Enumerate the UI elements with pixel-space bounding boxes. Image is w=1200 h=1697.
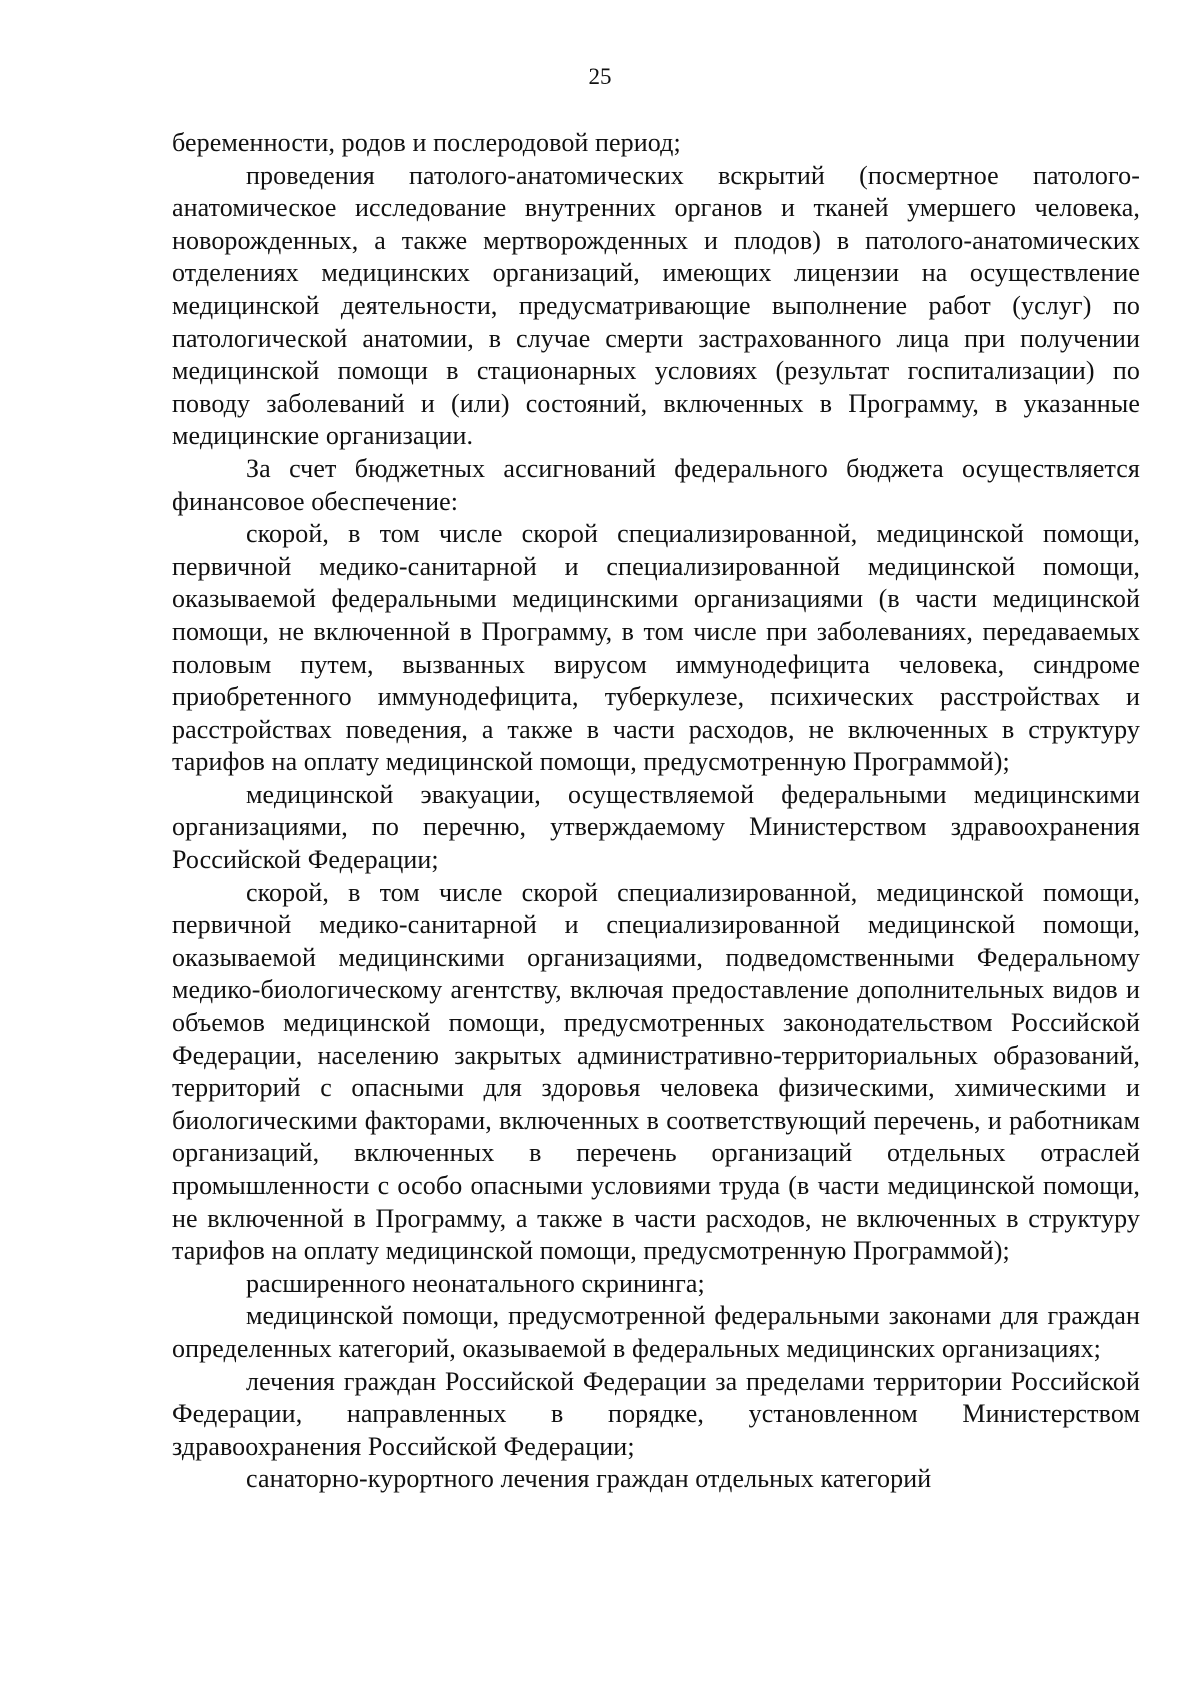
page-number: 25 [588,64,612,89]
paragraph: расширенного неонатального скрининга; [246,1268,705,1298]
paragraph: скорой, в том числе скорой специализированной, медицинской помощи, первичной медико-санитарной и специализированной медицинской помощи, оказываемой федеральными медицинскими организациями (в части медицинской помощи, не включенной в Программу, в том числе при заболеваниях, передаваемых половым путем, вызванных вирусом иммунодефицита человека, синдроме приобретенного иммунодефицита, туберкулезе, психических расстройствах и расстройствах поведения, а также в части расходов, не включенных в структуру тарифов на оплату медицинской помощи, предусмотренную Программой); [172,519,1140,777]
document-body [172,127,1140,1496]
paragraph: проведения патолого-анатомических вскрытий (посмертное патолого-анатомическое исследование внутренних органов и тканей умершего человека, новорожденных, а также мертворожденных и плодов) в патолого-анатомических отделениях медицинских организаций, имеющих лицензии на осуществление медицинской деятельности, предусматривающие выполнение работ (услуг) по патологической анатомии, в случае смерти застрахованного лица при получении медицинской помощи в стационарных условиях (результат госпитализации) по поводу заболеваний и (или) состояний, включенных в Программу, в указанные медицинские организации. [172,160,1140,451]
paragraph: санаторно-курортного лечения граждан отдельных категорий [246,1464,932,1494]
paragraph: медицинской эвакуации, осуществляемой федеральными медицинскими организациями, по перечню, утверждаемому Министерством здравоохранения Российской Федерации; [172,779,1140,875]
paragraph: скорой, в том числе скорой специализированной, медицинской помощи, первичной медико-санитарной и специализированной медицинской помощи, оказываемой медицинскими организациями, подведомственными Федеральному медико-биологическому агентству, включая предоставление дополнительных видов и объемов медицинской помощи, предусмотренных законодательством Российской Федерации, населению закрытых административно-территориальных образований, территорий с опасными для здоровья человека физическими, химическими и биологическими факторами, включенных в соответствующий перечень, и работникам организаций, включенных в перечень организаций отдельных отраслей промышленности с особо опасными условиями труда (в части медицинской помощи, не включенной в Программу, а также в части расходов, не включенных в структуру тарифов на оплату медицинской помощи, предусмотренную Программой); [172,877,1140,1266]
paragraph: медицинской помощи, предусмотренной федеральными законами для граждан определенных категорий, оказываемой в федеральных медицинских организациях; [172,1301,1140,1363]
paragraph: беременности, родов и послеродовой период; [172,128,681,157]
paragraph: За счет бюджетных ассигнований федерального бюджета осуществляется финансовое обеспечение: [172,453,1140,516]
paragraph: лечения граждан Российской Федерации за пределами территории Российской Федерации, направленных в порядке, установленном Министерством здравоохранения Российской Федерации; [172,1366,1140,1461]
